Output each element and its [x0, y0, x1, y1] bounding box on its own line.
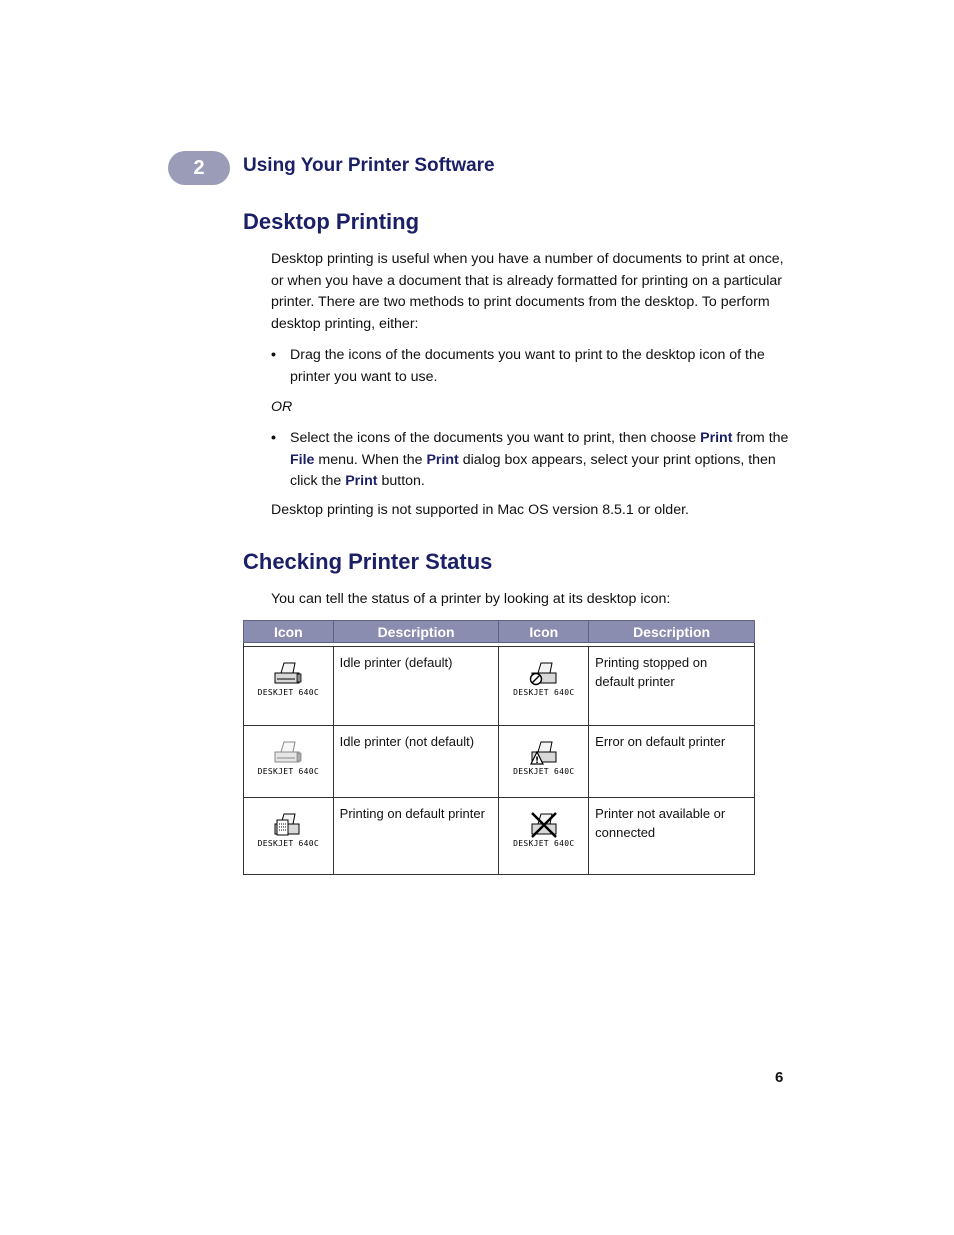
bullet-drag-icons-text: Drag the icons of the documents you want to print to the desktop icon of the printer you want to use. [290, 347, 765, 385]
icon-caption: DESKJET 640C [513, 767, 575, 776]
page-number: 6 [775, 1069, 784, 1086]
icon-caption: DESKJET 640C [257, 839, 320, 848]
icon-caption: DESKJET 640C [257, 767, 320, 776]
header-icon: Icon [244, 621, 334, 643]
description-cell: Printing stopped on default printer [589, 647, 755, 726]
description-cell: Printing on default printer [333, 798, 499, 875]
description-cell: Idle printer (default) [333, 647, 499, 726]
print-button-keyword: Print [345, 473, 378, 489]
description-cell: Printer not available or connected [589, 798, 755, 875]
bullet-select-icons [271, 428, 791, 493]
icon-cell [499, 726, 589, 798]
bullet-marker: • [271, 430, 276, 446]
description-cell: Error on default printer [589, 726, 755, 798]
desktop-printing-intro: Desktop printing is useful when you have a number of documents to print at once, or when you have a document that is already formatted for printing on a particular printer. There are two methods to print documents from the desktop. To perform desktop printing, either: [271, 251, 784, 332]
header-description: Description [333, 621, 499, 643]
section-title-checking-status: Checking Printer Status [243, 549, 493, 574]
icon-cell [499, 798, 589, 875]
desktop-printing-note: Desktop printing is not supported in Mac OS version 8.5.1 or older. [271, 502, 689, 518]
header-icon: Icon [499, 621, 589, 643]
table-row [244, 798, 755, 875]
printing-printer-icon [273, 812, 303, 838]
icon-cell [244, 798, 334, 875]
icon-caption: DESKJET 640C [257, 688, 320, 697]
header-description: Description [589, 621, 755, 643]
bullet-select-icons-text: Select the icons of the documents you want to print, then choose Print from the File menu. When the Print dialog box appears, select your print options, then click the Print button. [290, 430, 789, 489]
idle-default-printer-icon [273, 661, 303, 687]
description-cell: Idle printer (not default) [333, 726, 499, 798]
icon-cell [244, 647, 334, 726]
checking-status-intro: You can tell the status of a printer by looking at its desktop icon: [271, 591, 671, 607]
error-printer-icon [529, 740, 559, 766]
print-dialog-keyword: Print [426, 451, 459, 468]
bullet-drag-icons [271, 345, 791, 388]
printing-stopped-printer-icon [529, 661, 559, 687]
printer-status-table [243, 620, 755, 875]
table-header-row [244, 621, 755, 643]
table-row [244, 647, 755, 726]
svg-text:!: ! [534, 756, 539, 766]
icon-cell [499, 647, 589, 726]
file-menu-keyword: File [290, 451, 315, 468]
table-row [244, 726, 755, 798]
icon-caption: DESKJET 640C [513, 688, 575, 697]
icon-cell [244, 726, 334, 798]
idle-printer-icon [273, 740, 303, 766]
chapter-title: Using Your Printer Software [243, 155, 495, 176]
icon-caption: DESKJET 640C [513, 839, 575, 848]
or-label: OR [271, 399, 293, 415]
chapter-number-badge: 2 [168, 151, 230, 185]
print-menu-keyword: Print [700, 430, 733, 446]
bullet-marker: • [271, 347, 276, 363]
unavailable-printer-icon [529, 812, 559, 838]
section-title-desktop-printing: Desktop Printing [243, 209, 420, 234]
